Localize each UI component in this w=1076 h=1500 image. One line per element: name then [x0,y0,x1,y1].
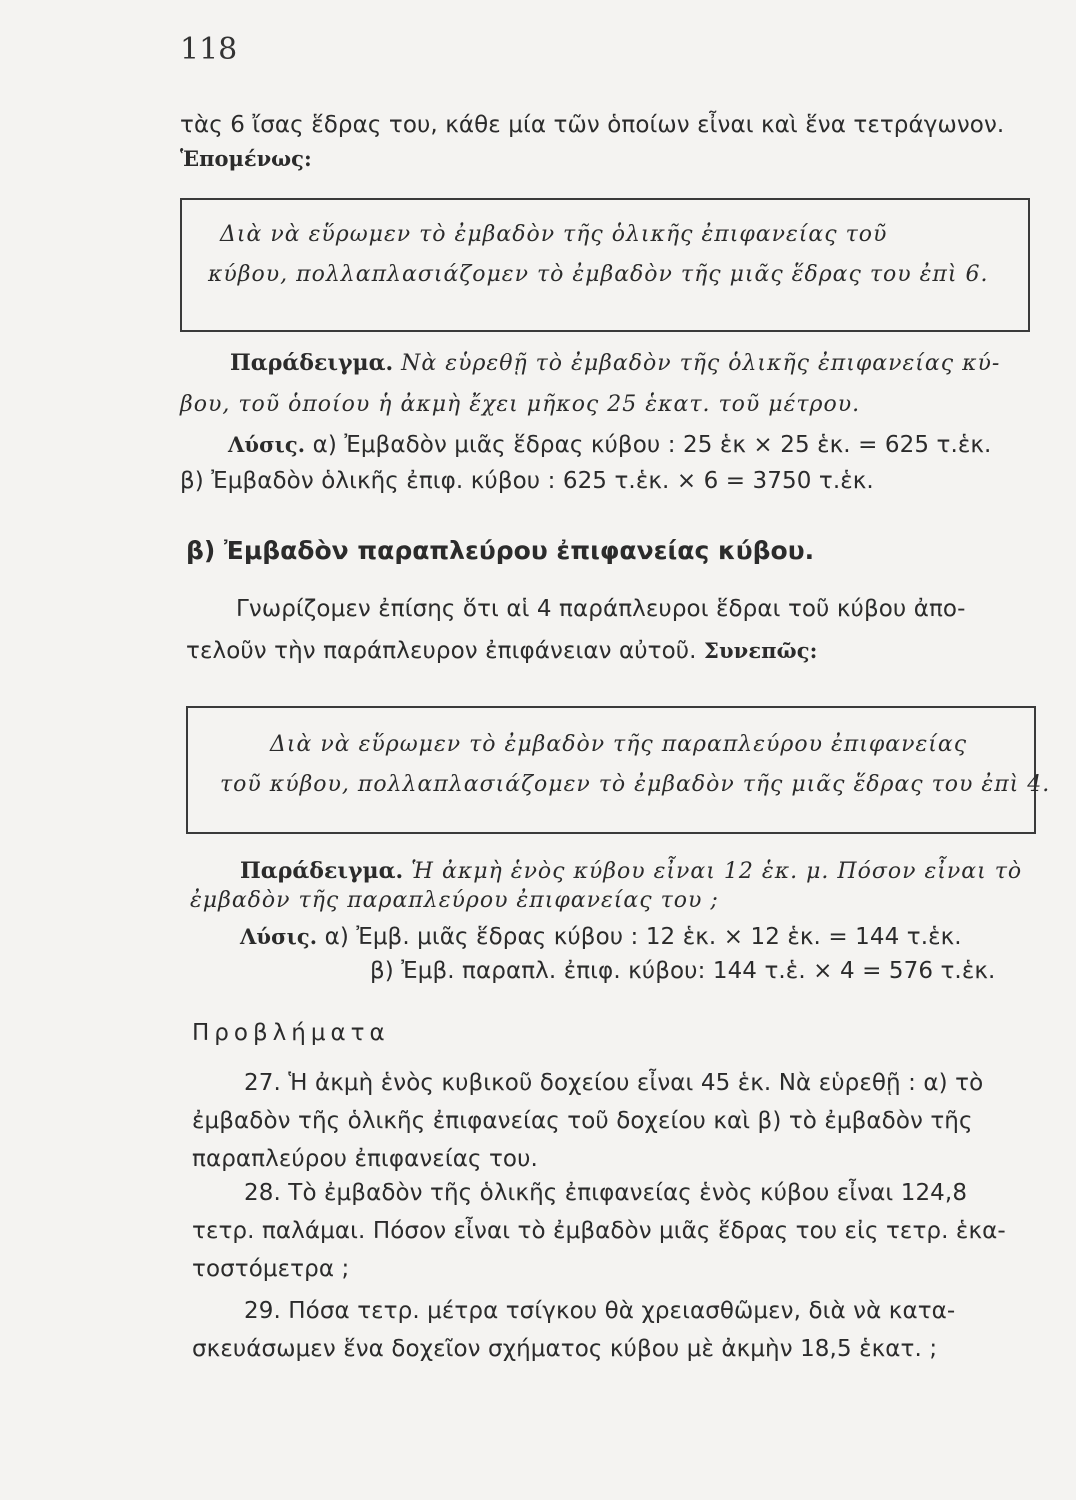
problem-line: ἐμβαδὸν τῆς ὁλικῆς ἐπιφανείας τοῦ δοχείου καὶ β) τὸ ἐμβαδὸν τῆς [192,1108,973,1134]
solution-line [228,432,991,458]
text-line: τὰς 6 ἴσας ἕδρας του, κάθε μία τῶν ὁποίων εἶναι καὶ ἕνα τετράγωνον. [180,112,1005,138]
rule-box-line: Διὰ νὰ εὕρωμεν τὸ ἐμβαδὸν τῆς παραπλεύρου ἐπιφανείας [270,732,968,757]
example-line [240,858,1022,884]
page-number: 118 [180,32,238,67]
rule-box-line: Διὰ νὰ εὕρωμεν τὸ ἐμβαδὸν τῆς ὁλικῆς ἐπιφανείας τοῦ [220,222,888,247]
example-text: Ἡ ἀκμὴ ἑνὸς κύβου εἶναι 12 ἑκ. μ. Πόσον εἶναι τὸ [403,859,1023,884]
problem-line: παραπλεύρου ἐπιφανείας του. [192,1146,538,1172]
example-text: ἐμβαδὸν τῆς παραπλεύρου ἐπιφανείας του ; [190,888,719,913]
rule-box-lateral-area [186,706,1036,834]
text-line: Γνωρίζομεν ἐπίσης ὅτι αἱ 4 παράπλευροι ἕδραι τοῦ κύβου ἀπο- [236,596,966,622]
solution-label: Λύσις. [228,432,306,457]
example-text: Νὰ εὑρεθῇ τὸ ἐμβαδὸν τῆς ὁλικῆς ἐπιφανείας κύ- [393,351,1001,376]
solution-label: Λύσις. [240,924,318,949]
section-heading: β) Ἐμβαδὸν παραπλεύρου ἐπιφανείας κύβου. [186,536,815,565]
solution-text: β) Ἐμβ. παραπλ. ἐπιφ. κύβου: 144 τ.ἑ. × 4 = 576 τ.ἑκ. [370,958,996,984]
text-fragment: τελοῦν τὴν παράπλευρον ἐπιφάνειαν αὐτοῦ. [186,638,697,664]
solution-text: α) Ἐμβαδὸν μιᾶς ἕδρας κύβου : 25 ἑκ × 25 ἑκ. = 625 τ.ἑκ. [305,432,992,458]
therefore-label: Συνεπῶς: [704,638,818,663]
problem-line: 27. Ἡ ἀκμὴ ἑνὸς κυβικοῦ δοχείου εἶναι 45 ἑκ. Νὰ εὑρεθῇ : α) τὸ [244,1070,984,1096]
problems-heading: Προβλήματα [192,1020,390,1046]
problem-line: 28. Τὸ ἐμβαδὸν τῆς ὁλικῆς ἐπιφανείας ἑνὸς κύβου εἶναι 124,8 [244,1180,968,1206]
example-label: Παράδειγμα. [240,858,404,884]
problem-line: σκευάσωμεν ἕνα δοχεῖον σχήματος κύβου μὲ ἀκμὴν 18,5 ἑκατ. ; [192,1336,938,1362]
solution-text: α) Ἐμβ. μιᾶς ἕδρας κύβου : 12 ἑκ. × 12 ἑκ. = 144 τ.ἑκ. [317,924,962,950]
solution-text: β) Ἐμβαδὸν ὁλικῆς ἐπιφ. κύβου : 625 τ.ἑκ. × 6 = 3750 τ.ἑκ. [180,468,874,494]
example-line [230,350,1000,376]
rule-box-line: κύβου, πολλαπλασιάζομεν τὸ ἐμβαδὸν τῆς μιᾶς ἕδρας του ἐπὶ 6. [208,262,989,287]
solution-line [240,924,962,950]
example-label: Παράδειγμα. [230,350,394,376]
therefore-label: Ἑπομένως: [180,146,312,171]
rule-box-line: τοῦ κύβου, πολλαπλασιάζομεν τὸ ἐμβαδὸν τῆς μιᾶς ἕδρας του ἐπὶ 4. [220,772,1051,797]
problem-line: τοστόμετρα ; [192,1256,350,1282]
problem-line: 29. Πόσα τετρ. μέτρα τσίγκου θὰ χρειασθῶμεν, διὰ νὰ κατα- [244,1298,956,1324]
problem-line: τετρ. παλάμαι. Πόσον εἶναι τὸ ἐμβαδὸν μιᾶς ἕδρας του εἰς τετρ. ἑκα- [192,1218,1006,1244]
example-text: βου, τοῦ ὁποίου ἡ ἀκμὴ ἔχει μῆκος 25 ἑκατ. τοῦ μέτρου. [180,392,861,417]
text-line [186,638,818,664]
